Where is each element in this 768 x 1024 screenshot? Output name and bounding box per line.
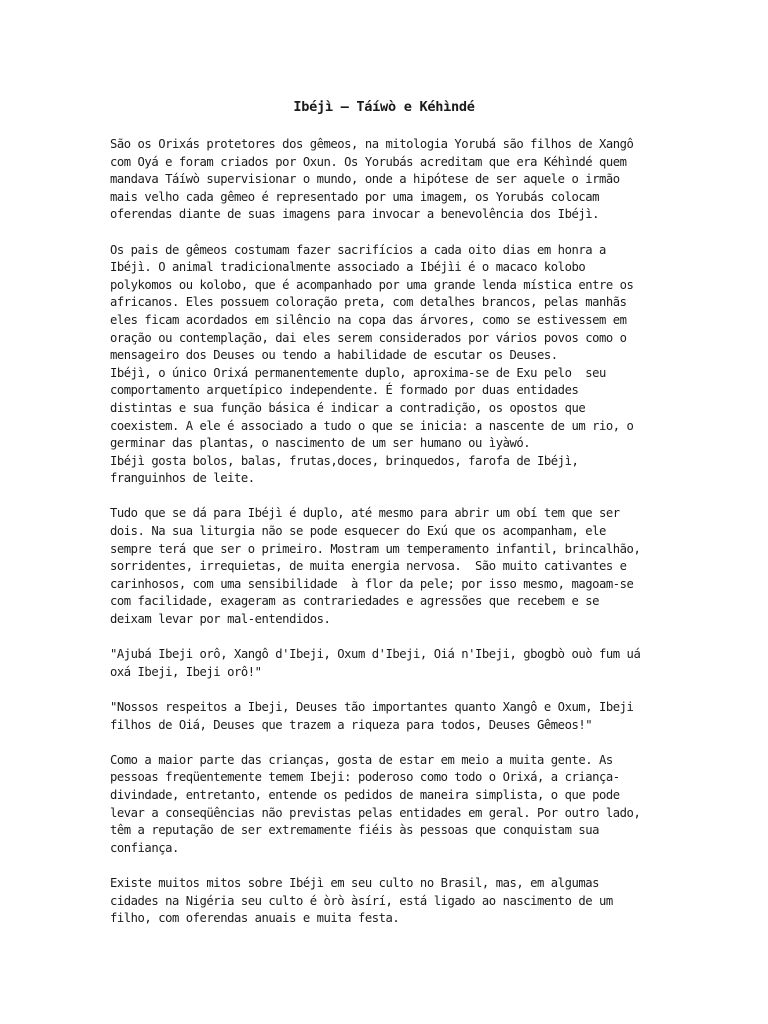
- text-line: oferendas diante de suas imagens para invocar a benevolência dos Ibéjì.: [110, 207, 600, 222]
- text-line: deixam levar por mal-entendidos.: [110, 612, 331, 627]
- text-line: oração ou contemplação, dai eles serem considerados por vários povos como o: [110, 330, 627, 345]
- text-line: Como a maior parte das crianças, gosta de estar em meio a muita gente. As: [110, 752, 613, 767]
- paragraph: [110, 505, 690, 628]
- text-line: africanos. Eles possuem coloração preta, com detalhes brancos, pelas manhãs: [110, 295, 627, 310]
- paragraph: [110, 242, 690, 488]
- text-line: São os Orixás protetores dos gêmeos, na mitologia Yorubá são filhos de Xangô: [110, 137, 634, 151]
- text-line: mais velho cada gêmeo é representado por uma imagem, os Yorubás colocam: [110, 189, 600, 204]
- text-line: comportamento arquetípico independente. É formado por duas entidades: [110, 383, 579, 398]
- text-line: cidades na Nigéria seu culto é òrò àsírí, está ligado ao nascimento de um: [110, 893, 613, 908]
- text-line: "Ajubá Ibeji orô, Xangô d'Ibeji, Oxum d'Ibeji, Oiá n'Ibeji, gbogbò ouò fum uá: [110, 647, 641, 662]
- text-line: mandava Táíwò supervisionar o mundo, onde a hipótese de ser aquele o irmão: [110, 172, 620, 187]
- text-line: pessoas freqüentemente temem Ibeji: poderoso como todo o Orixá, a criança-: [110, 770, 620, 785]
- text-line: filhos de Oiá, Deuses que trazem a riqueza para todos, Deuses Gêmeos!": [110, 717, 593, 732]
- text-line: "Nossos respeitos a Ibeji, Deuses tão importantes quanto Xangô e Oxum, Ibeji: [110, 700, 634, 714]
- paragraph: [110, 136, 690, 224]
- text-line: com facilidade, exageram as contrariedades e agressões que recebem e se: [110, 594, 600, 609]
- text-line: carinhosos, com uma sensibilidade à flor da pele; por isso mesmo, magoam-se: [110, 576, 634, 591]
- document-title: Ibéjì – Táíwò e Kéhìndé: [293, 99, 475, 115]
- text-line: Ibéjì. O animal tradicionalmente associado a Ibéjìi é o macaco kolobo: [110, 260, 586, 275]
- text-line: germinar das plantas, o nascimento de um ser humano ou ìyàwó.: [110, 436, 531, 451]
- text-line: Tudo que se dá para Ibéjì é duplo, até mesmo para abrir um obí tem que ser: [110, 506, 620, 521]
- text-line: divindade, entretanto, entende os pedidos de maneira simplista, o que pode: [110, 787, 620, 802]
- text-line: levar a conseqüências não previstas pelas entidades em geral. Por outro lado,: [110, 805, 641, 820]
- document-body: [110, 136, 690, 945]
- text-line: distintas e sua função básica é indicar a contradição, os opostos que: [110, 400, 586, 415]
- text-line: Ibéjì, o único Orixá permanentemente duplo, aproxima-se de Exu pelo seu: [110, 365, 606, 380]
- text-line: têm a reputação de ser extremamente fiéis às pessoas que conquistam sua: [110, 823, 600, 838]
- text-line: confiança.: [110, 840, 179, 855]
- paragraph: [110, 699, 690, 734]
- text-line: franguinhos de leite.: [110, 471, 255, 486]
- paragraph: [110, 646, 690, 681]
- text-line: filho, com oferendas anuais e muita festa.: [110, 911, 400, 926]
- text-line: dois. Na sua liturgia não se pode esquecer do Exú que os acompanham, ele: [110, 524, 606, 539]
- paragraph: [110, 875, 690, 928]
- text-line: oxá Ibeji, Ibeji orô!": [110, 664, 262, 679]
- text-line: Ibéjì gosta bolos, balas, frutas,doces, brinquedos, farofa de Ibéjì,: [110, 453, 579, 468]
- text-line: mensageiro dos Deuses ou tendo a habilidade de escutar os Deuses.: [110, 348, 558, 363]
- text-line: polykomos ou kolobo, que é acompanhado por uma grande lenda mística entre os: [110, 277, 634, 292]
- text-line: coexistem. A ele é associado a tudo o que se inicia: a nascente de um rio, o: [110, 418, 634, 433]
- text-line: eles ficam acordados em silêncio na copa das árvores, como se estivessem em: [110, 312, 627, 327]
- text-line: Os pais de gêmeos costumam fazer sacrifícios a cada oito dias em honra a: [110, 242, 606, 257]
- text-line: sempre terá que ser o primeiro. Mostram um temperamento infantil, brincalhão,: [110, 541, 641, 556]
- paragraph: [110, 752, 690, 858]
- text-line: com Oyá e foram criados por Oxun. Os Yorubás acreditam que era Kéhìndé quem: [110, 154, 627, 169]
- text-line: sorridentes, irrequietas, de muita energia nervosa. São muito cativantes e: [110, 559, 627, 574]
- text-line: Existe muitos mitos sobre Ibéjì em seu culto no Brasil, mas, em algumas: [110, 875, 600, 890]
